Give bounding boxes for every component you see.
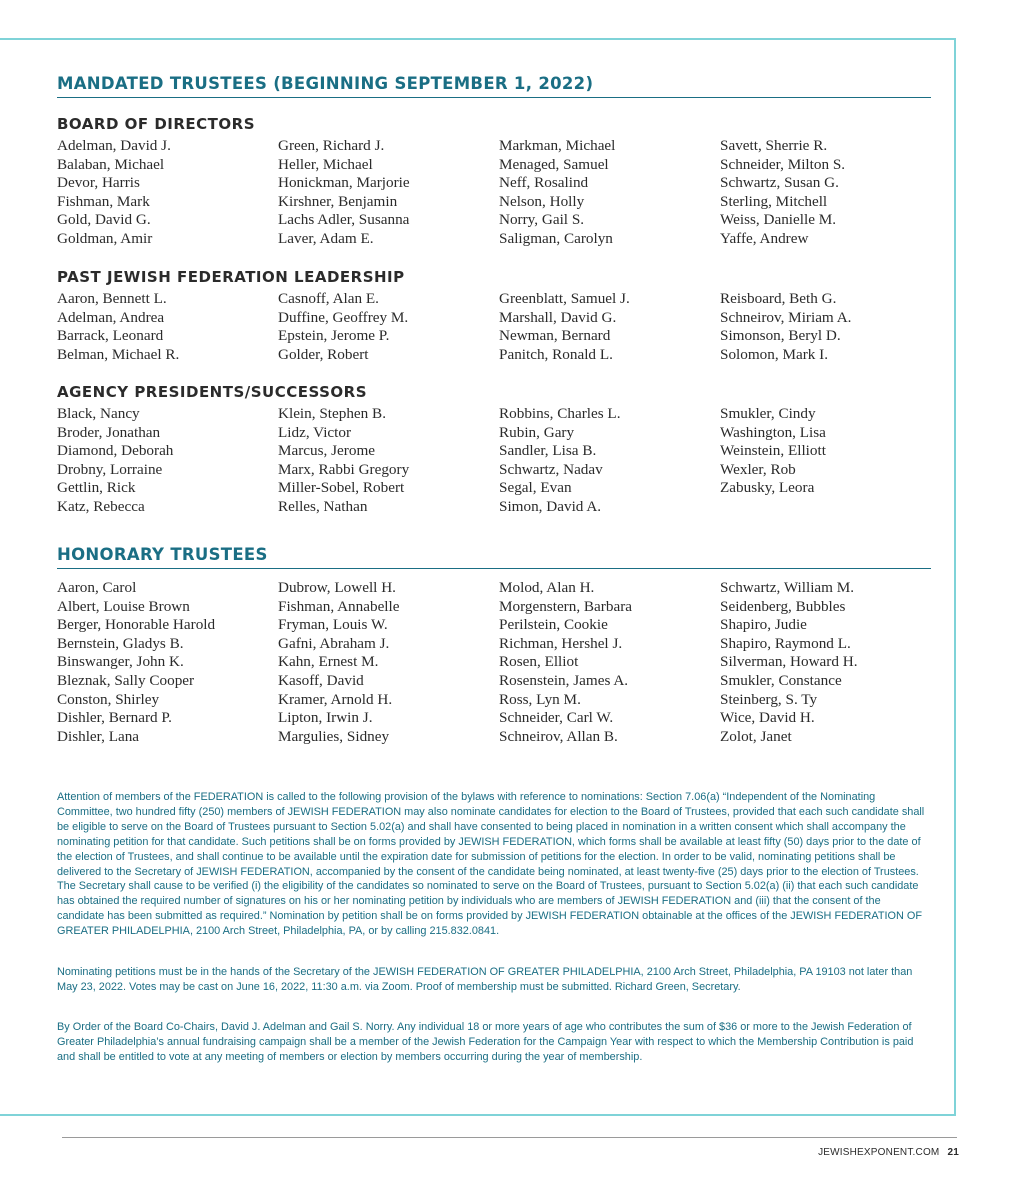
list-item: Sandler, Lisa B. xyxy=(499,442,597,460)
list-item: Devor, Harris xyxy=(57,174,140,192)
board-column-3 xyxy=(499,137,720,249)
list-item: Schneirov, Allan B. xyxy=(499,727,618,745)
list-item: Perilstein, Cookie xyxy=(499,616,608,634)
list-item: Golder, Robert xyxy=(278,345,369,363)
list-item: Ross, Lyn M. xyxy=(499,690,581,708)
list-item: Kramer, Arnold H. xyxy=(278,690,393,708)
list-item: Schneider, Carl W. xyxy=(499,709,614,727)
list-item: Weinstein, Elliott xyxy=(720,442,826,460)
list-item: Laver, Adam E. xyxy=(278,229,374,247)
footer-rule xyxy=(62,1137,957,1138)
past-leadership-heading: PAST JEWISH FEDERATION LEADERSHIP xyxy=(57,268,405,286)
list-item: Relles, Nathan xyxy=(278,497,368,515)
agency-column-3 xyxy=(499,405,720,517)
list-item: Diamond, Deborah xyxy=(57,442,174,460)
list-item: Rosen, Elliot xyxy=(499,653,579,671)
list-item: Broder, Jonathan xyxy=(57,423,161,441)
list-item: Lipton, Irwin J. xyxy=(278,709,373,727)
list-item: Wice, David H. xyxy=(720,709,815,727)
mandated-trustees-heading: MANDATED TRUSTEES (BEGINNING SEPTEMBER 1, 2022) xyxy=(57,74,594,93)
list-item: Fryman, Louis W. xyxy=(278,616,388,634)
list-item: Dishler, Bernard P. xyxy=(57,709,172,727)
list-item: Fishman, Mark xyxy=(57,192,150,210)
agency-column-2 xyxy=(278,405,499,517)
list-item: Nelson, Holly xyxy=(499,192,585,210)
list-item: Klein, Stephen B. xyxy=(278,405,386,422)
board-list xyxy=(57,137,957,249)
list-item: Marcus, Jerome xyxy=(278,442,375,460)
list-item: Duffine, Geoffrey M. xyxy=(278,308,409,326)
list-item: Schwartz, Susan G. xyxy=(720,174,839,192)
honorary-column-2 xyxy=(278,579,499,746)
list-item: Robbins, Charles L. xyxy=(499,405,621,422)
list-item: Simon, David A. xyxy=(499,497,602,515)
list-item: Markman, Michael xyxy=(499,137,616,154)
past-leadership-list xyxy=(57,290,957,364)
list-item: Rubin, Gary xyxy=(499,423,575,441)
list-item: Kahn, Ernest M. xyxy=(278,653,379,671)
list-item: Smukler, Cindy xyxy=(720,405,816,422)
list-item: Green, Richard J. xyxy=(278,137,385,154)
list-item: Gettlin, Rick xyxy=(57,479,136,497)
agency-heading: AGENCY PRESIDENTS/SUCCESSORS xyxy=(57,383,368,401)
list-item: Marshall, David G. xyxy=(499,308,617,326)
list-item: Adelman, David J. xyxy=(57,137,171,154)
list-item: Binswanger, John K. xyxy=(57,653,184,671)
list-item: Albert, Louise Brown xyxy=(57,597,190,615)
list-item: Solomon, Mark I. xyxy=(720,345,828,363)
list-item: Richman, Hershel J. xyxy=(499,634,623,652)
list-item: Menaged, Samuel xyxy=(499,155,609,173)
list-item: Schneider, Milton S. xyxy=(720,155,846,173)
list-item: Goldman, Amir xyxy=(57,229,153,247)
list-item: Adelman, Andrea xyxy=(57,308,165,326)
list-item: Bleznak, Sally Cooper xyxy=(57,671,195,689)
list-item: Conston, Shirley xyxy=(57,690,160,708)
list-item: Greenblatt, Samuel J. xyxy=(499,290,630,307)
honorary-column-1 xyxy=(57,579,278,746)
list-item: Neff, Rosalind xyxy=(499,174,589,192)
list-item: Seidenberg, Bubbles xyxy=(720,597,846,615)
list-item: Gafni, Abraham J. xyxy=(278,634,390,652)
past-leadership-column-3 xyxy=(499,290,720,364)
list-item: Lidz, Victor xyxy=(278,423,352,441)
past-leadership-column-2 xyxy=(278,290,499,364)
list-item: Savett, Sherrie R. xyxy=(720,137,828,154)
list-item: Zolot, Janet xyxy=(720,727,792,745)
honorary-trustees-heading: HONORARY TRUSTEES xyxy=(57,545,268,564)
membership-paragraph: By Order of the Board Co-Chairs, David J. Adelman and Gail S. Norry. Any individual 18 or more years of age who contributes the sum of $36 or more to the Jewish Federation of Greater Philadelphia’s annual fundraising campaign shall be a member of the Jewish Federation for the Campaign Year with respect to which the Membership Contribution is paid and shall be entitled to vote at any meeting of members or election by members occurring during the year of membership. xyxy=(57,1021,914,1063)
honorary-list xyxy=(57,579,957,746)
page-footer xyxy=(818,1147,959,1158)
list-item: Reisboard, Beth G. xyxy=(720,290,837,307)
board-heading: BOARD OF DIRECTORS xyxy=(57,115,256,133)
site-url: JEWISHEXPONENT.COM xyxy=(818,1147,940,1158)
list-item: Dubrow, Lowell H. xyxy=(278,579,396,596)
list-item: Honickman, Marjorie xyxy=(278,174,410,192)
list-item: Gold, David G. xyxy=(57,211,151,229)
list-item: Zabusky, Leora xyxy=(720,479,815,497)
list-item: Berger, Honorable Harold xyxy=(57,616,216,634)
list-item: Washington, Lisa xyxy=(720,423,826,441)
list-item: Steinberg, S. Ty xyxy=(720,690,818,708)
list-item: Rosenstein, James A. xyxy=(499,671,629,689)
list-item: Belman, Michael R. xyxy=(57,345,180,363)
list-item: Casnoff, Alan E. xyxy=(278,290,379,307)
list-item: Drobny, Lorraine xyxy=(57,460,163,478)
list-item: Newman, Bernard xyxy=(499,327,611,345)
list-item: Schneirov, Miriam A. xyxy=(720,308,852,326)
list-item: Lachs Adler, Susanna xyxy=(278,211,410,229)
list-item: Sterling, Mitchell xyxy=(720,192,828,210)
list-item: Panitch, Ronald L. xyxy=(499,345,613,363)
list-item: Smukler, Constance xyxy=(720,671,842,689)
list-item: Kasoff, David xyxy=(278,671,364,689)
list-item: Shapiro, Raymond L. xyxy=(720,634,851,652)
list-item: Norry, Gail S. xyxy=(499,211,585,229)
board-column-2 xyxy=(278,137,499,249)
list-item: Saligman, Carolyn xyxy=(499,229,613,247)
list-item: Aaron, Bennett L. xyxy=(57,290,167,307)
agency-column-4 xyxy=(720,405,950,517)
list-item: Miller-Sobel, Robert xyxy=(278,479,405,497)
board-column-4 xyxy=(720,137,950,249)
list-item: Simonson, Beryl D. xyxy=(720,327,841,345)
list-item: Molod, Alan H. xyxy=(499,579,595,596)
list-item: Yaffe, Andrew xyxy=(720,229,809,247)
list-item: Balaban, Michael xyxy=(57,155,165,173)
list-item: Morgenstern, Barbara xyxy=(499,597,632,615)
list-item: Barrack, Leonard xyxy=(57,327,164,345)
agency-list xyxy=(57,405,957,517)
list-item: Schwartz, William M. xyxy=(720,579,855,596)
honorary-column-4 xyxy=(720,579,950,746)
list-item: Weiss, Danielle M. xyxy=(720,211,837,229)
list-item: Bernstein, Gladys B. xyxy=(57,634,184,652)
list-item: Aaron, Carol xyxy=(57,579,137,596)
list-item: Black, Nancy xyxy=(57,405,140,422)
list-item: Dishler, Lana xyxy=(57,727,140,745)
board-column-1 xyxy=(57,137,278,249)
list-item: Silverman, Howard H. xyxy=(720,653,858,671)
past-leadership-column-1 xyxy=(57,290,278,364)
list-item: Heller, Michael xyxy=(278,155,373,173)
honorary-column-3 xyxy=(499,579,720,746)
petition-deadline-paragraph: Nominating petitions must be in the hands of the Secretary of the JEWISH FEDERATION OF GREATER PHILADELPHIA, 2100 Arch Street, Philadelphia, PA 19103 not later than May 23, 2022. Votes may be cast on June 16, 2022, 11:30 a.m. via Zoom. Proof of membership must be submitted. Richard Green, Secretary. xyxy=(57,966,913,993)
list-item: Shapiro, Judie xyxy=(720,616,807,634)
list-item: Segal, Evan xyxy=(499,479,572,497)
list-item: Schwartz, Nadav xyxy=(499,460,603,478)
agency-column-1 xyxy=(57,405,278,517)
past-leadership-column-4 xyxy=(720,290,950,364)
list-item: Katz, Rebecca xyxy=(57,497,145,515)
list-item: Kirshner, Benjamin xyxy=(278,192,398,210)
list-item: Marx, Rabbi Gregory xyxy=(278,460,410,478)
bylaws-notice-paragraph: Attention of members of the FEDERATION is called to the following provision of the bylaws with reference to nominations: Section 7.06(a) “Independent of the Nominating Committee, two hundred fifty (250) members of JEWISH FEDERATION may also nominate candidates for election to the Board of Trustees, provided that each such candidate shall be eligible to serve on the Board of Trustees pursuant to Section 5.02(a) and shall have consented to being placed in nomination in a written consent which shall accompany the nominating petition for that candidate. Such petitions shall be on forms provided by JEWISH FEDERATION, which forms shall be available at least fifty (50) days prior to the date of the election of Trustees, and shall continue to be available until the expiration date for submission of petitions for the election. In order to be valid, nominating petitions shall be delivered to the Secretary of JEWISH FEDERATION, accompanied by the consent of the candidate being nominated, at least twenty-five (25) days prior to the election of Trustees. The Secretary shall cause to be verified (i) the eligibility of the candidates so nominated to serve on the Board of Trustees, pursuant to Section 5.02(a) (ii) that each such candidate has obtained the required number of signatures on his or her nominating petition by individuals who are members of JEWISH FEDERATION and (iii) that the consent of the candidate has been submitted as required.” Nomination by petition shall be on forms provided by JEWISH FEDERATION obtainable at the offices of the JEWISH FEDERATION OF GREATER PHILADELPHIA, 2100 Arch Street, Philadelphia, PA, or by calling 215.832.0841. xyxy=(57,791,925,938)
list-item: Wexler, Rob xyxy=(720,460,796,478)
page-number: 21 xyxy=(947,1147,959,1158)
list-item: Fishman, Annabelle xyxy=(278,597,400,615)
list-item: Epstein, Jerome P. xyxy=(278,327,390,345)
list-item: Margulies, Sidney xyxy=(278,727,390,745)
mandated-rule xyxy=(57,97,931,98)
honorary-rule xyxy=(57,568,931,569)
